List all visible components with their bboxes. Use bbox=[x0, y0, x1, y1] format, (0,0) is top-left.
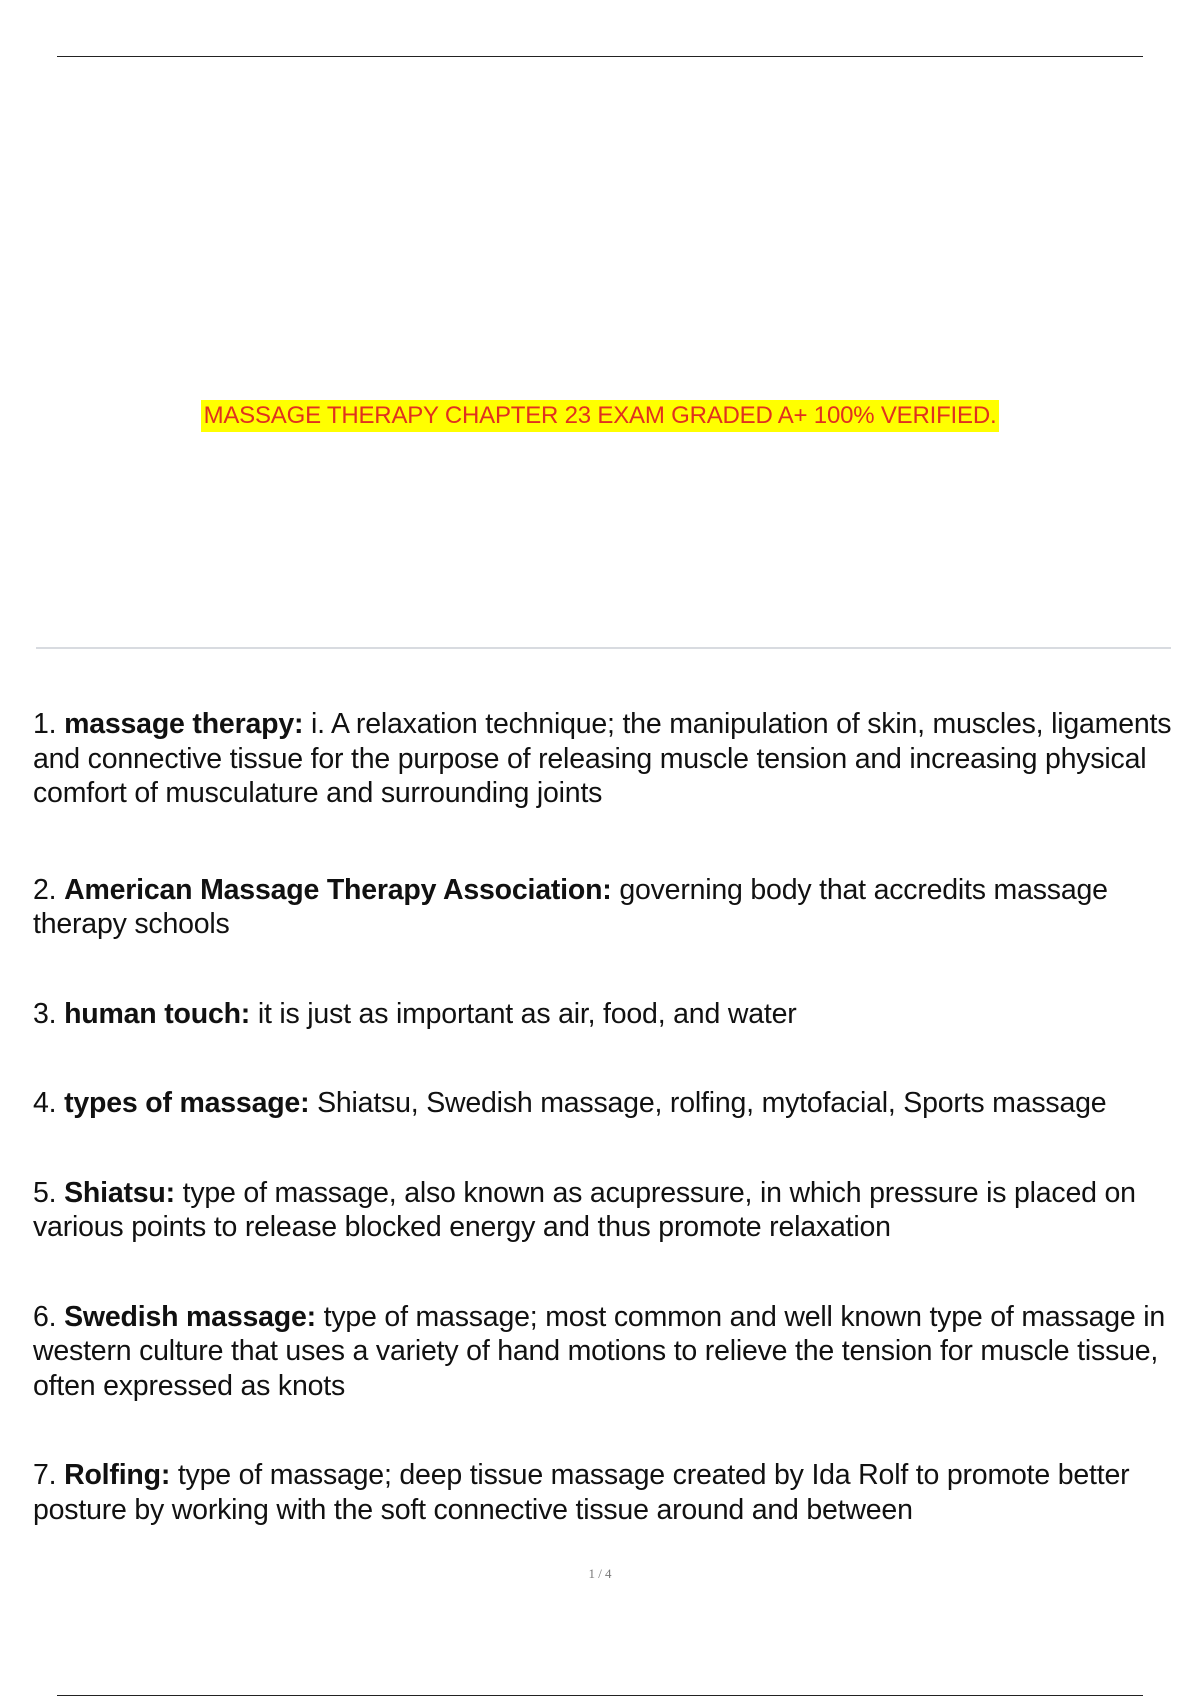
item-number: 4. bbox=[33, 1087, 57, 1119]
item-term: American Massage Therapy Association: bbox=[64, 873, 612, 906]
item-definition: Shiatsu, Swedish massage, rolfing, mytofacial, Sports massage bbox=[317, 1087, 1107, 1119]
item-definition: it is just as important as air, food, and water bbox=[257, 997, 797, 1030]
item-term: human touch: bbox=[64, 997, 251, 1030]
item-term: Swedish massage: bbox=[64, 1300, 316, 1333]
qa-item-2 bbox=[33, 873, 1173, 942]
item-term: Rolfing: bbox=[64, 1459, 171, 1491]
qa-item-5 bbox=[33, 1176, 1173, 1245]
top-rule bbox=[57, 56, 1143, 57]
section-divider bbox=[36, 647, 1171, 649]
qa-list bbox=[33, 707, 1173, 1527]
item-number: 5. bbox=[33, 1176, 57, 1209]
qa-item-6 bbox=[33, 1300, 1173, 1404]
item-number: 3. bbox=[33, 997, 57, 1030]
item-term: massage therapy: bbox=[64, 708, 304, 740]
page-number: 1 / 4 bbox=[588, 1566, 612, 1581]
item-number: 7. bbox=[33, 1459, 57, 1491]
item-definition: governing body that accredits massage therapy schools bbox=[33, 873, 1108, 940]
item-number: 1. bbox=[33, 708, 57, 740]
item-definition: type of massage; deep tissue massage created by Ida Rolf to promote better posture by working with the soft connective tissue around and between bbox=[33, 1459, 1130, 1526]
title-container bbox=[0, 400, 1200, 432]
qa-item-4 bbox=[33, 1086, 1173, 1121]
item-definition: type of massage; most common and well known type of massage in western culture that uses a variety of hand motions to relieve the tension for muscle tissue, often expressed as knots bbox=[33, 1300, 1166, 1402]
item-definition: i. A relaxation technique; the manipulation of skin, muscles, ligaments and connective tissue for the purpose of releasing muscle tension and increasing physical comfort of musculature and surrounding joints bbox=[33, 708, 1172, 809]
qa-item-3 bbox=[33, 997, 1173, 1032]
item-term: Shiatsu: bbox=[64, 1176, 175, 1209]
bottom-rule bbox=[57, 1695, 1143, 1696]
document-title: MASSAGE THERAPY CHAPTER 23 EXAM GRADED A+ 100% VERIFIED. bbox=[201, 400, 1000, 432]
qa-item-1 bbox=[33, 707, 1173, 811]
item-term: types of massage: bbox=[64, 1087, 310, 1119]
qa-item-7 bbox=[33, 1458, 1173, 1527]
item-number: 2. bbox=[33, 873, 57, 906]
item-number: 6. bbox=[33, 1300, 57, 1333]
item-definition: type of massage, also known as acupressure, in which pressure is placed on various points to release blocked energy and thus promote relaxation bbox=[33, 1176, 1136, 1243]
